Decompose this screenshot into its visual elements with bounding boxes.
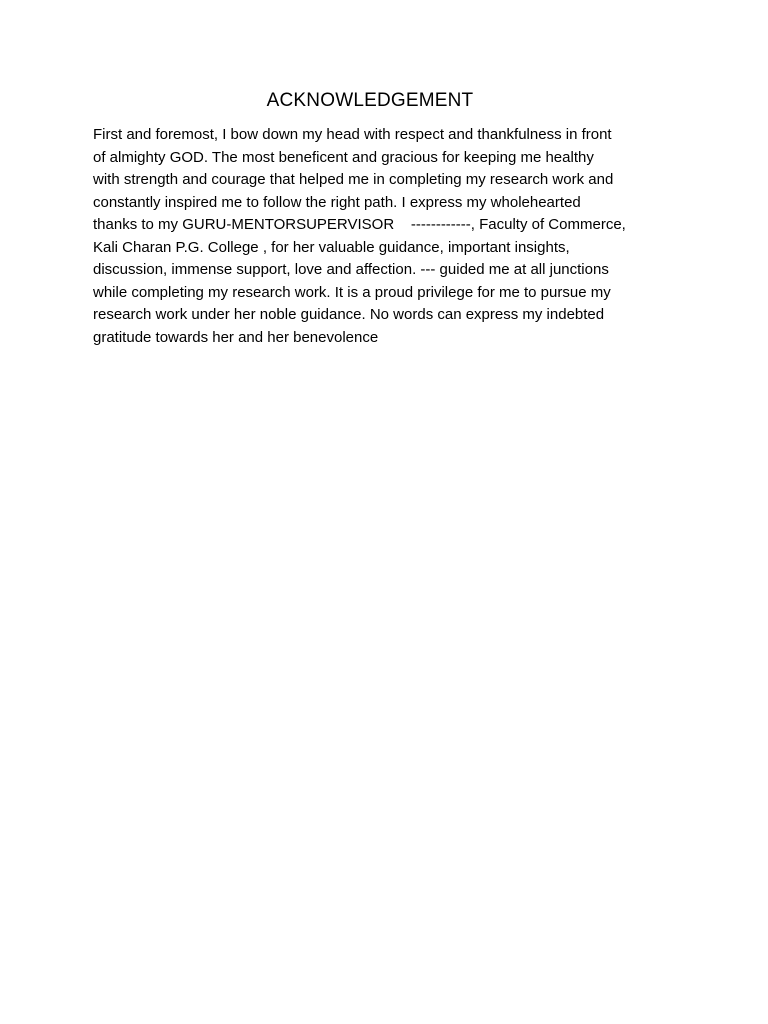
paragraph-line: while completing my research work. It is a proud privilege for me to pursue my <box>93 283 611 301</box>
paragraph-line: of almighty GOD. The most beneficent and gracious for keeping me healthy <box>93 148 594 166</box>
paragraph-line: with strength and courage that helped me in completing my research work and <box>93 171 614 188</box>
paragraph-line: Kali Charan P.G. College , for her valuable guidance, important insights, <box>93 238 570 256</box>
paragraph-line: First and foremost, I bow down my head with respect and thankfulness in front <box>93 126 612 143</box>
paragraph-line: constantly inspired me to follow the right path. I express my wholehearted <box>93 193 581 211</box>
paragraph-line: research work under her noble guidance. No words can express my indebted <box>93 306 605 323</box>
paragraph-line: thanks to my GURU-MENTORSUPERVISOR ------------, Faculty of Commerce, <box>93 216 626 233</box>
page-title: ACKNOWLEDGEMENT <box>266 90 474 111</box>
paragraph-line: discussion, immense support, love and affection. --- guided me at all junctions <box>93 261 609 278</box>
acknowledgement-paragraph <box>93 124 693 349</box>
paragraph-line: gratitude towards her and her benevolence <box>93 328 379 346</box>
